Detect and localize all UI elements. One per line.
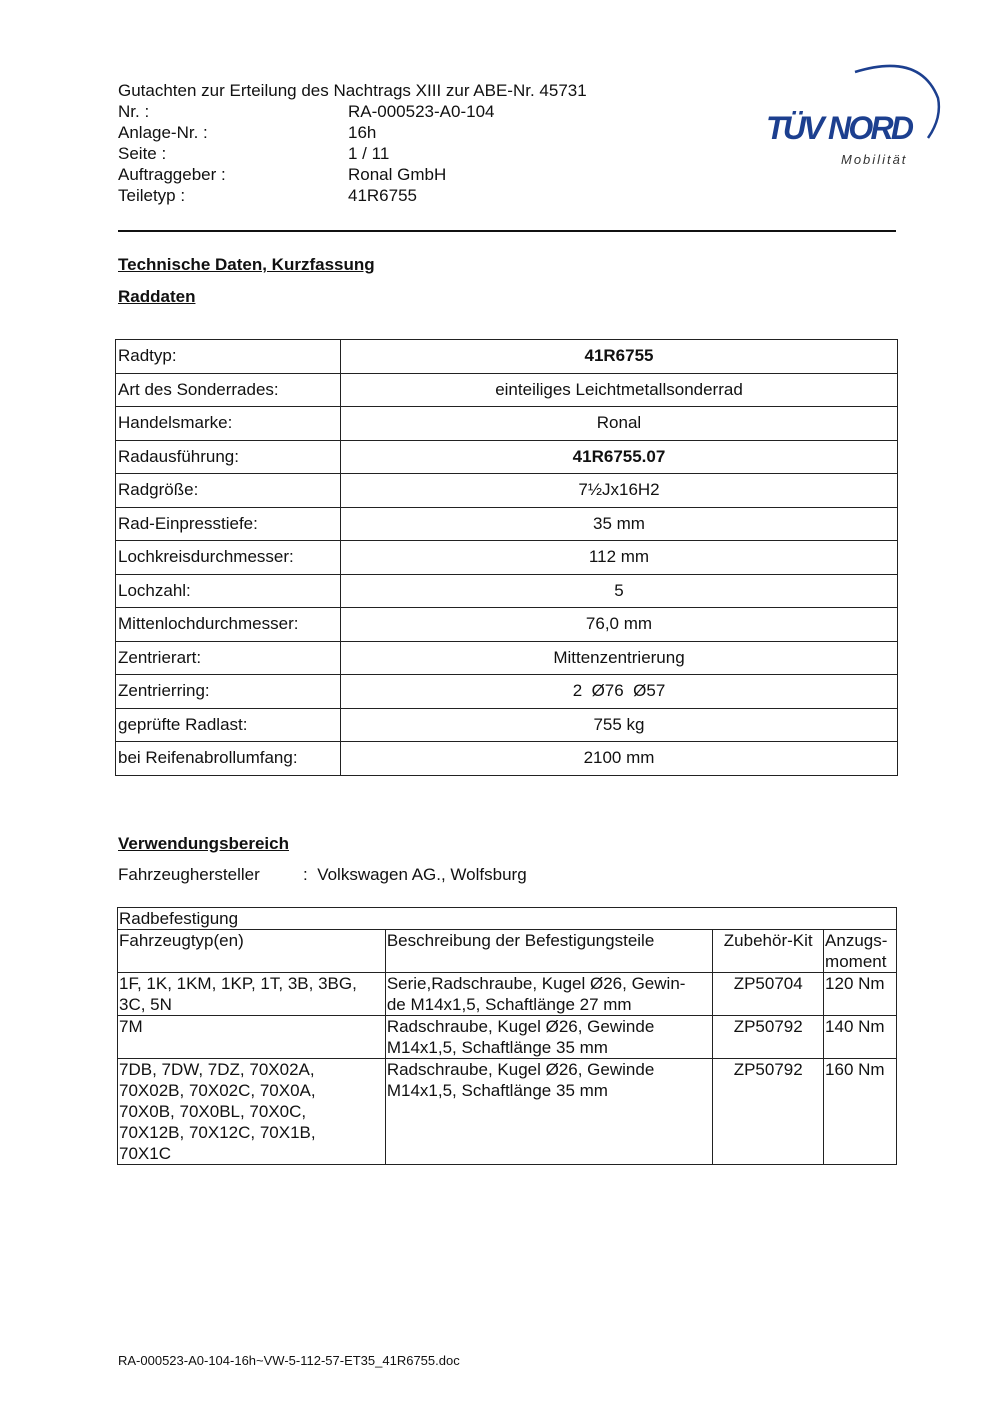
table-row	[116, 340, 898, 374]
row-label: Radtyp:	[116, 340, 341, 374]
row-label: Radgröße:	[116, 474, 341, 508]
header-divider	[118, 230, 896, 232]
row-label: Mittenlochdurchmesser:	[116, 608, 341, 642]
cell-fahrzeugtyp: 1F, 1K, 1KM, 1KP, 1T, 3B, 3BG, 3C, 5N	[118, 973, 386, 1016]
section-title: Technische Daten, Kurzfassung	[118, 255, 375, 274]
raddaten-table	[115, 339, 898, 776]
row-value: einteiliges Leichtmetallsonderrad	[341, 373, 898, 407]
table-row	[116, 708, 898, 742]
verwendung-title: Verwendungsbereich	[118, 834, 289, 853]
row-value: 2100 mm	[341, 742, 898, 776]
row-value: Ronal	[341, 407, 898, 441]
table-row	[118, 973, 897, 1016]
cell-anzugsmoment: 160 Nm	[824, 1059, 897, 1165]
header-row-nr	[118, 101, 587, 122]
header-value: RA-000523-A0-104	[348, 102, 495, 121]
row-label: geprüfte Radlast:	[116, 708, 341, 742]
row-value: Mittenzentrierung	[341, 641, 898, 675]
cell-beschreibung: Radschraube, Kugel Ø26, Gewinde M14x1,5, Schaftlänge 35 mm	[385, 1059, 713, 1165]
row-value: 7½Jx16H2	[341, 474, 898, 508]
cell-fahrzeugtyp: 7DB, 7DW, 7DZ, 70X02A, 70X02B, 70X02C, 70X0A, 70X0B, 70X0BL, 70X0C, 70X12B, 70X12C, 70X1B, 70X1C	[118, 1059, 386, 1165]
row-label: Rad-Einpresstiefe:	[116, 507, 341, 541]
column-header: Fahrzeugtyp(en)	[118, 930, 386, 973]
row-value: 755 kg	[341, 708, 898, 742]
column-header: Beschreibung der Befestigungsteile	[385, 930, 713, 973]
cell-zubehoer-kit: ZP50704	[713, 973, 824, 1016]
cell-zubehoer-kit: ZP50792	[713, 1016, 824, 1059]
row-label: Zentrierart:	[116, 641, 341, 675]
hersteller-label: Fahrzeughersteller	[118, 865, 260, 884]
cell-zubehoer-kit: ZP50792	[713, 1059, 824, 1165]
header-value: 16h	[348, 123, 377, 142]
cell-anzugsmoment: 140 Nm	[824, 1016, 897, 1059]
header-row-auftraggeber	[118, 164, 587, 185]
header-label: Nr. :	[118, 102, 150, 121]
footer-filename: RA-000523-A0-104-16h~VW-5-112-57-ET35_41R6755.doc	[118, 1353, 460, 1368]
column-header: Zubehör-Kit	[713, 930, 824, 973]
hersteller-line	[118, 865, 527, 885]
row-value: 35 mm	[341, 507, 898, 541]
header-label: Anlage-Nr. :	[118, 123, 208, 142]
header-value: 41R6755	[348, 186, 418, 205]
hersteller-separator: :	[303, 865, 308, 884]
row-label: Art des Sonderrades:	[116, 373, 341, 407]
header-row-teiletyp	[118, 185, 587, 206]
radbefestigung-title: Radbefestigung	[118, 908, 897, 930]
header-value: 1 / 11	[348, 144, 390, 163]
row-value: 41R6755.07	[341, 440, 898, 474]
table-row	[116, 641, 898, 675]
tuv-nord-logo	[760, 58, 945, 173]
row-label: Lochkreisdurchmesser:	[116, 541, 341, 575]
document-header	[118, 80, 587, 206]
table-row	[116, 440, 898, 474]
row-value: 112 mm	[341, 541, 898, 575]
header-label: Seite :	[118, 144, 167, 163]
table-row	[116, 373, 898, 407]
logo-sub-text: Mobilität	[841, 152, 908, 167]
table-row	[116, 608, 898, 642]
table-row	[118, 1059, 897, 1165]
row-value: 2 Ø76 Ø57	[341, 675, 898, 709]
cell-fahrzeugtyp: 7M	[118, 1016, 386, 1059]
table-row	[116, 742, 898, 776]
cell-anzugsmoment: 120 Nm	[824, 973, 897, 1016]
table-row	[116, 541, 898, 575]
cell-beschreibung: Radschraube, Kugel Ø26, Gewinde M14x1,5, Schaftlänge 35 mm	[385, 1016, 713, 1059]
table-row	[116, 507, 898, 541]
column-header: Anzugs- moment	[824, 930, 897, 973]
row-label: Lochzahl:	[116, 574, 341, 608]
row-value: 41R6755	[341, 340, 898, 374]
row-value: 76,0 mm	[341, 608, 898, 642]
logo-brand-text: TÜV NORD	[766, 110, 914, 146]
row-label: Radausführung:	[116, 440, 341, 474]
row-label: bei Reifenabrollumfang:	[116, 742, 341, 776]
row-label: Handelsmarke:	[116, 407, 341, 441]
raddaten-title: Raddaten	[118, 287, 196, 306]
table-header-row	[118, 930, 897, 973]
cell-beschreibung: Serie,Radschraube, Kugel Ø26, Gewin- de M14x1,5, Schaftlänge 27 mm	[385, 973, 713, 1016]
table-row	[116, 474, 898, 508]
header-row-seite	[118, 143, 587, 164]
header-row-anlage	[118, 122, 587, 143]
table-row	[116, 675, 898, 709]
table-title-row	[118, 908, 897, 930]
header-label: Teiletyp :	[118, 186, 186, 205]
header-label: Auftraggeber :	[118, 165, 226, 184]
table-row	[118, 1016, 897, 1059]
row-label: Zentrierring:	[116, 675, 341, 709]
hersteller-value: Volkswagen AG., Wolfsburg	[317, 865, 527, 884]
table-row	[116, 407, 898, 441]
document-title: Gutachten zur Erteilung des Nachtrags XIII zur ABE-Nr. 45731	[118, 81, 587, 100]
radbefestigung-table	[117, 907, 897, 1165]
header-value: Ronal GmbH	[348, 165, 447, 184]
table-row	[116, 574, 898, 608]
row-value: 5	[341, 574, 898, 608]
